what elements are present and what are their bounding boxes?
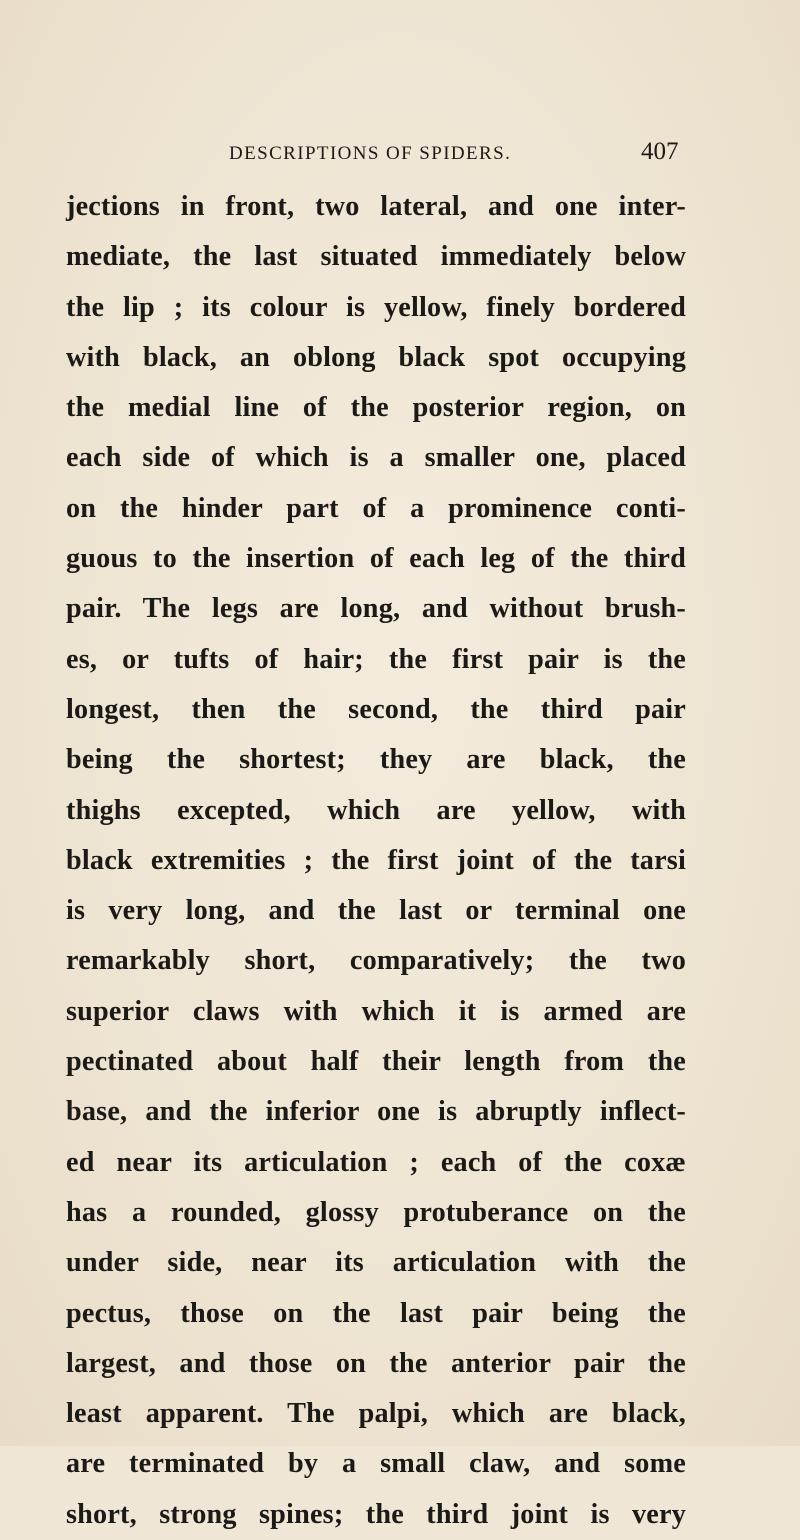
text-line: remarkably short, comparatively; the two — [66, 945, 686, 977]
running-head — [0, 140, 800, 180]
text-line: is very long, and the last or terminal one — [66, 895, 686, 927]
page-number: 407 — [641, 138, 679, 165]
text-line: least apparent. The palpi, which are black, — [66, 1398, 686, 1430]
text-line: largest, and those on the anterior pair the — [66, 1347, 686, 1379]
text-line: the lip ; its colour is yellow, finely bordered — [66, 291, 686, 323]
text-line: has a rounded, glossy protuberance on the — [66, 1196, 686, 1228]
text-line: ed near its articulation ; each of the coxæ — [66, 1146, 686, 1178]
text-line: mediate, the last situated immediately below — [66, 241, 686, 273]
text-line: pair. The legs are long, and without brush- — [66, 593, 686, 625]
text-line: pectus, those on the last pair being the — [66, 1297, 686, 1329]
text-line: superior claws with which it is armed are — [66, 995, 686, 1027]
text-line: the medial line of the posterior region, on — [66, 392, 686, 424]
text-line: short, strong spines; the third joint is very — [66, 1498, 686, 1530]
text-line: base, and the inferior one is abruptly inflect- — [66, 1096, 686, 1128]
text-line: guous to the insertion of each leg of the third — [66, 543, 686, 575]
text-line: are terminated by a small claw, and some — [66, 1448, 686, 1480]
text-line: thighs excepted, which are yellow, with — [66, 794, 686, 826]
text-line: being the shortest; they are black, the — [66, 744, 686, 776]
text-line: jections in front, two lateral, and one inter- — [66, 191, 686, 222]
running-title: DESCRIPTIONS OF SPIDERS. — [229, 143, 512, 164]
text-line: pectinated about half their length from the — [66, 1046, 686, 1078]
text-line: each side of which is a smaller one, placed — [66, 442, 686, 474]
text-line: under side, near its articulation with the — [66, 1247, 686, 1279]
text-line: on the hinder part of a prominence conti- — [66, 492, 686, 524]
text-line: longest, then the second, the third pair — [66, 693, 686, 725]
text-line: black extremities ; the first joint of the tarsi — [66, 844, 686, 876]
body-text — [66, 182, 686, 1540]
text-line: es, or tufts of hair; the first pair is the — [66, 643, 686, 675]
text-line: with black, an oblong black spot occupying — [66, 341, 686, 373]
